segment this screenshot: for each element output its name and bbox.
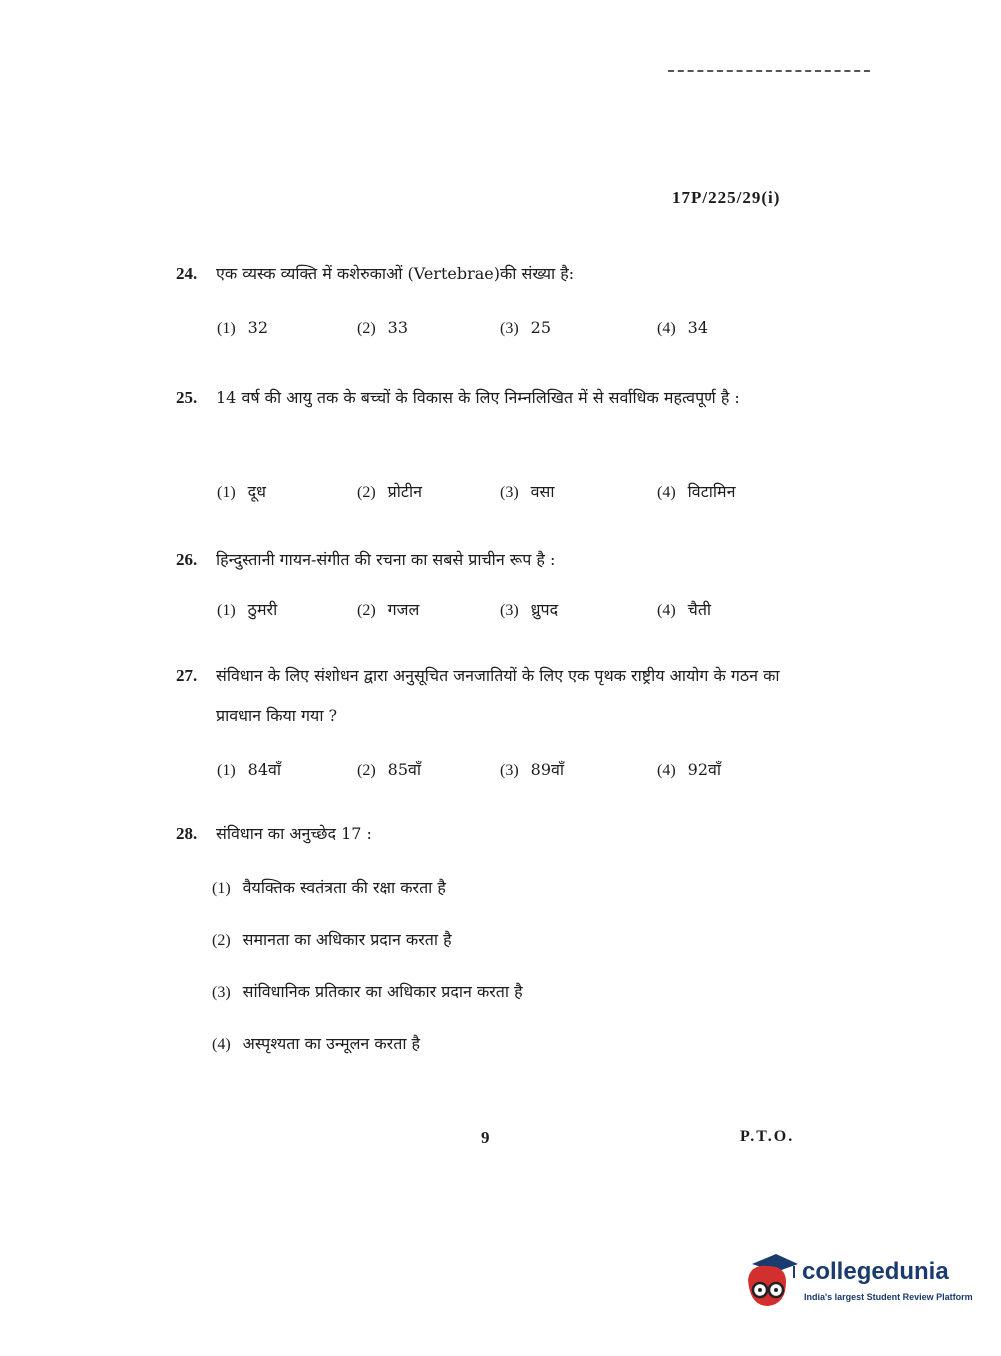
question-text: 14 वर्ष की आयु तक के बच्चों के विकास के लिए निम्नलिखित में से सर्वाधिक महत्वपूर्ण है : <box>216 388 740 407</box>
paper-code: 17P/225/29(i) <box>672 188 781 207</box>
option[interactable]: (4) अस्पृश्यता का उन्मूलन करता है <box>212 1034 421 1053</box>
option[interactable]: (2) 85वाँ <box>357 760 422 779</box>
question-number: 28. <box>176 824 198 843</box>
option[interactable]: (1) ठुमरी <box>217 600 278 619</box>
question-number: 25. <box>176 388 198 407</box>
option[interactable]: (3) 25 <box>500 318 552 337</box>
question-number: 24. <box>176 264 198 283</box>
option[interactable]: (3) ध्रुपद <box>500 600 559 619</box>
option[interactable]: (2) समानता का अधिकार प्रदान करता है <box>212 930 452 949</box>
option[interactable]: (4) विटामिन <box>657 482 736 501</box>
option[interactable]: (4) 34 <box>657 318 709 337</box>
option[interactable]: (4) 92वाँ <box>657 760 722 779</box>
option[interactable]: (2) गजल <box>357 600 420 619</box>
option[interactable]: (3) वसा <box>500 482 555 501</box>
logo-name: collegedunia <box>802 1258 949 1285</box>
option[interactable]: (2) 33 <box>357 318 409 337</box>
option[interactable]: (3) सांविधानिक प्रतिकार का अधिकार प्रदान करता है <box>212 982 523 1001</box>
question-number: 27. <box>176 666 198 685</box>
student-mascot-icon <box>742 1250 800 1312</box>
question-number: 26. <box>176 550 198 569</box>
logo-tagline: India's largest Student Review Platform <box>804 1292 973 1302</box>
question-28 <box>176 814 816 854</box>
page-number: 9 <box>481 1128 490 1147</box>
option[interactable]: (1) दूध <box>217 482 266 501</box>
question-24 <box>176 254 816 294</box>
question-25 <box>176 378 816 418</box>
question-26 <box>176 540 816 580</box>
question-text: संविधान का अनुच्छेद 17 : <box>216 824 372 843</box>
collegedunia-logo[interactable] <box>742 1250 972 1312</box>
option[interactable]: (1) 32 <box>217 318 269 337</box>
question-text: एक व्यस्क व्यक्ति में कशेरुकाओं (Vertebrae)की संख्या है: <box>216 264 575 283</box>
option[interactable]: (2) प्रोटीन <box>357 482 422 501</box>
option[interactable]: (4) चैती <box>657 600 712 619</box>
question-text: संविधान के लिए संशोधन द्वारा अनुसूचित जनजातियों के लिए एक पृथक राष्ट्रीय आयोग के गठन का प्रावधान किया गया ? <box>216 666 780 725</box>
pto-label: P.T.O. <box>740 1128 795 1145</box>
option[interactable]: (1) 84वाँ <box>217 760 282 779</box>
question-text: हिन्दुस्तानी गायन-संगीत की रचना का सबसे प्राचीन रूप है : <box>216 550 556 569</box>
option[interactable]: (1) वैयक्तिक स्वतंत्रता की रक्षा करता है <box>212 878 446 897</box>
option[interactable]: (3) 89वाँ <box>500 760 565 779</box>
question-27 <box>176 656 816 736</box>
top-rule <box>668 70 870 72</box>
